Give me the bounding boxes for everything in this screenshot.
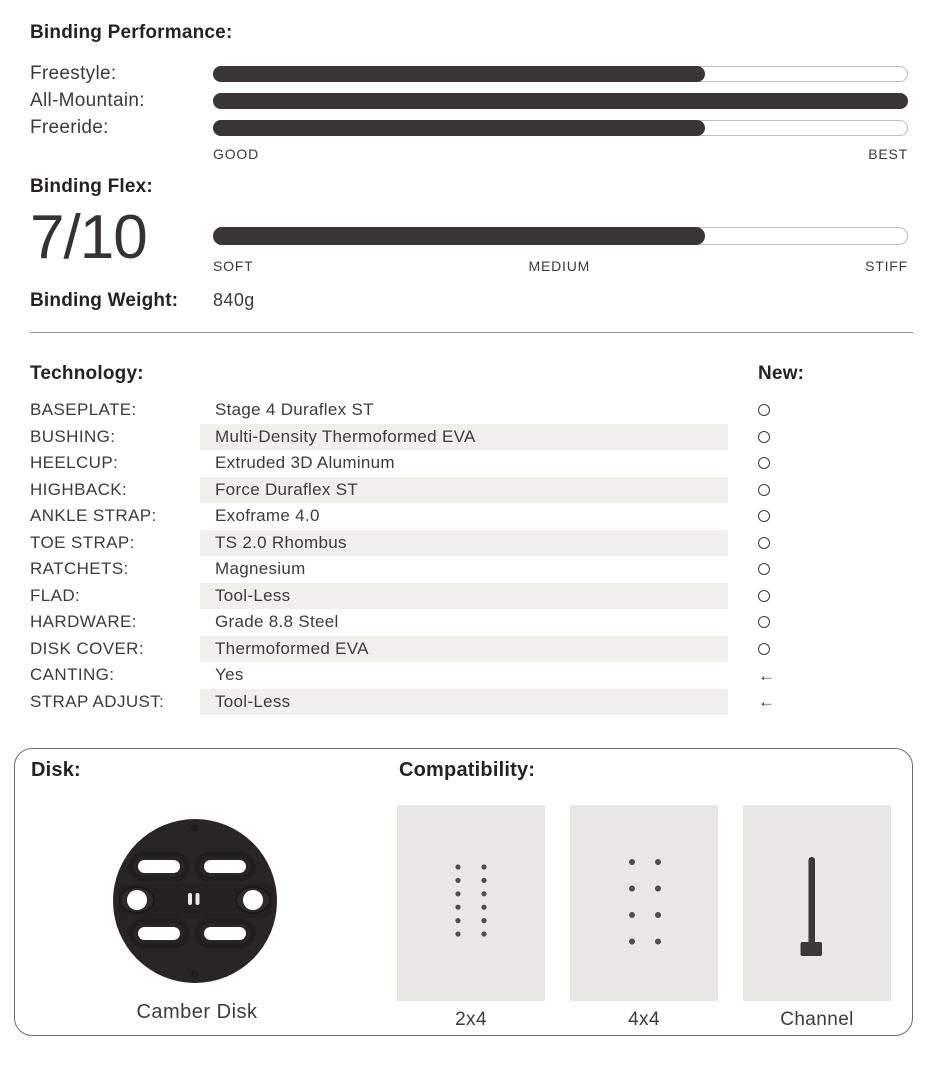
flex-bar-fill: [213, 227, 705, 245]
technology-title: Technology:: [30, 363, 144, 384]
flex-rating: 7/10: [30, 203, 147, 272]
tech-row: [30, 424, 926, 451]
tech-row: [30, 556, 926, 583]
pattern-2x4-panel: [397, 805, 545, 1001]
tech-row-value: Grade 8.8 Steel: [215, 612, 339, 632]
carryover-arrow-icon: ←: [758, 692, 775, 712]
technology-header: [0, 363, 926, 385]
tech-row-label: ANKLE STRAP:: [30, 506, 157, 526]
tech-row-new-cell: [728, 477, 926, 504]
disk-compatibility-box: [14, 748, 913, 1036]
disk-title: Disk:: [31, 759, 81, 781]
tech-row-label: FLAD:: [30, 585, 81, 605]
new-circle-icon: [758, 484, 770, 496]
tech-row: [30, 397, 926, 424]
weight-label: Binding Weight:: [30, 290, 179, 311]
tech-row-value: Yes: [215, 665, 244, 685]
performance-label: Freestyle:: [30, 62, 117, 84]
new-circle-icon: [758, 643, 770, 655]
compatibility-labels: [397, 1009, 891, 1031]
tech-row: [30, 636, 926, 663]
new-circle-icon: [758, 563, 770, 575]
weight-row: [30, 290, 908, 312]
tech-row-new-cell: [728, 397, 926, 424]
new-circle-icon: [758, 510, 770, 522]
performance-bar-track: [213, 93, 908, 109]
new-circle-icon: [758, 431, 770, 443]
tech-row-new-cell: [728, 636, 926, 663]
pattern-2x4-icon: [397, 805, 545, 1001]
tech-row-value: Force Duraflex ST: [200, 477, 728, 504]
flex-section: [30, 202, 908, 274]
performance-label: Freeride:: [30, 116, 109, 138]
pattern-4x4-panel: [570, 805, 718, 1001]
tech-row-label: DISK COVER:: [30, 638, 144, 658]
tech-row-new-cell: [728, 450, 926, 477]
tech-row: [30, 530, 926, 557]
tech-row-new-cell: [728, 530, 926, 557]
tech-row-new-cell: [728, 662, 926, 689]
flex-bar-track: [213, 227, 908, 245]
new-circle-icon: [758, 537, 770, 549]
new-circle-icon: [758, 616, 770, 628]
performance-rows: [30, 60, 908, 141]
tech-row-value: Magnesium: [215, 559, 306, 579]
new-circle-icon: [758, 590, 770, 602]
tech-row: [30, 583, 926, 610]
scale-good-label: GOOD: [213, 146, 259, 162]
new-circle-icon: [758, 404, 770, 416]
tech-row: [30, 503, 926, 530]
tech-row-value: Tool-Less: [200, 689, 728, 716]
tech-row-label: CANTING:: [30, 665, 115, 685]
tech-row-new-cell: [728, 583, 926, 610]
scale-soft-label: SOFT: [213, 258, 254, 274]
channel-panel: [743, 805, 891, 1001]
pattern-4x4-icon: [570, 805, 718, 1001]
scale-stiff-label: STIFF: [865, 258, 908, 274]
flex-bar-column: [213, 202, 908, 274]
tech-row: [30, 450, 926, 477]
flex-scale: [213, 258, 908, 274]
performance-row: [30, 114, 908, 141]
tech-row-value: Multi-Density Thermoformed EVA: [200, 424, 728, 451]
tech-row-new-cell: [728, 424, 926, 451]
tech-row-value: Stage 4 Duraflex ST: [215, 400, 374, 420]
tech-row-value: Exoframe 4.0: [215, 506, 320, 526]
channel-icon: [743, 805, 891, 1001]
pattern-4x4-label: 4x4: [628, 1009, 660, 1030]
section-divider: [30, 332, 913, 333]
tech-row-label: HARDWARE:: [30, 612, 137, 632]
performance-scale: [30, 146, 908, 162]
scale-medium-label: MEDIUM: [528, 258, 591, 274]
scale-best-label: BEST: [868, 146, 908, 162]
performance-bar-fill: [213, 120, 705, 136]
tech-row-new-cell: [728, 556, 926, 583]
tech-row-new-cell: [728, 503, 926, 530]
performance-label: All-Mountain:: [30, 89, 145, 111]
performance-title: Binding Performance:: [30, 22, 233, 43]
performance-bar-track: [213, 66, 908, 82]
tech-row-label: STRAP ADJUST:: [30, 691, 165, 711]
new-column-title: New:: [758, 363, 805, 384]
tech-row-value: Extruded 3D Aluminum: [215, 453, 395, 473]
performance-row: [30, 87, 908, 114]
compatibility-title: Compatibility:: [399, 759, 536, 781]
carryover-arrow-icon: ←: [758, 665, 775, 685]
performance-bar-fill: [213, 93, 908, 109]
tech-row-label: HIGHBACK:: [30, 479, 128, 499]
tech-row-label: RATCHETS:: [30, 559, 129, 579]
tech-row-new-cell: [728, 609, 926, 636]
performance-section: [0, 22, 926, 312]
tech-row-value: Thermoformed EVA: [200, 636, 728, 663]
tech-row-label: TOE STRAP:: [30, 532, 135, 552]
pattern-2x4-label: 2x4: [455, 1009, 487, 1030]
compatibility-panels: [397, 805, 891, 1001]
tech-row: [30, 477, 926, 504]
weight-value: 840g: [213, 290, 255, 310]
technology-rows: [0, 397, 926, 715]
tech-row: [30, 662, 926, 689]
tech-row-value: TS 2.0 Rhombus: [200, 530, 728, 557]
channel-label: Channel: [780, 1009, 854, 1030]
camber-disk-image: [112, 818, 278, 984]
performance-bar-fill: [213, 66, 705, 82]
tech-row-label: HEELCUP:: [30, 453, 119, 473]
tech-row: [30, 609, 926, 636]
performance-bar-track: [213, 120, 908, 136]
tech-row-label: BUSHING:: [30, 426, 116, 446]
tech-row-value: Tool-Less: [200, 583, 728, 610]
tech-row-new-cell: [728, 689, 926, 716]
flex-title: Binding Flex:: [30, 176, 153, 197]
tech-row-label: BASEPLATE:: [30, 400, 137, 420]
performance-row: [30, 60, 908, 87]
disk-caption: Camber Disk: [136, 1001, 258, 1023]
tech-row: [30, 689, 926, 716]
new-circle-icon: [758, 457, 770, 469]
